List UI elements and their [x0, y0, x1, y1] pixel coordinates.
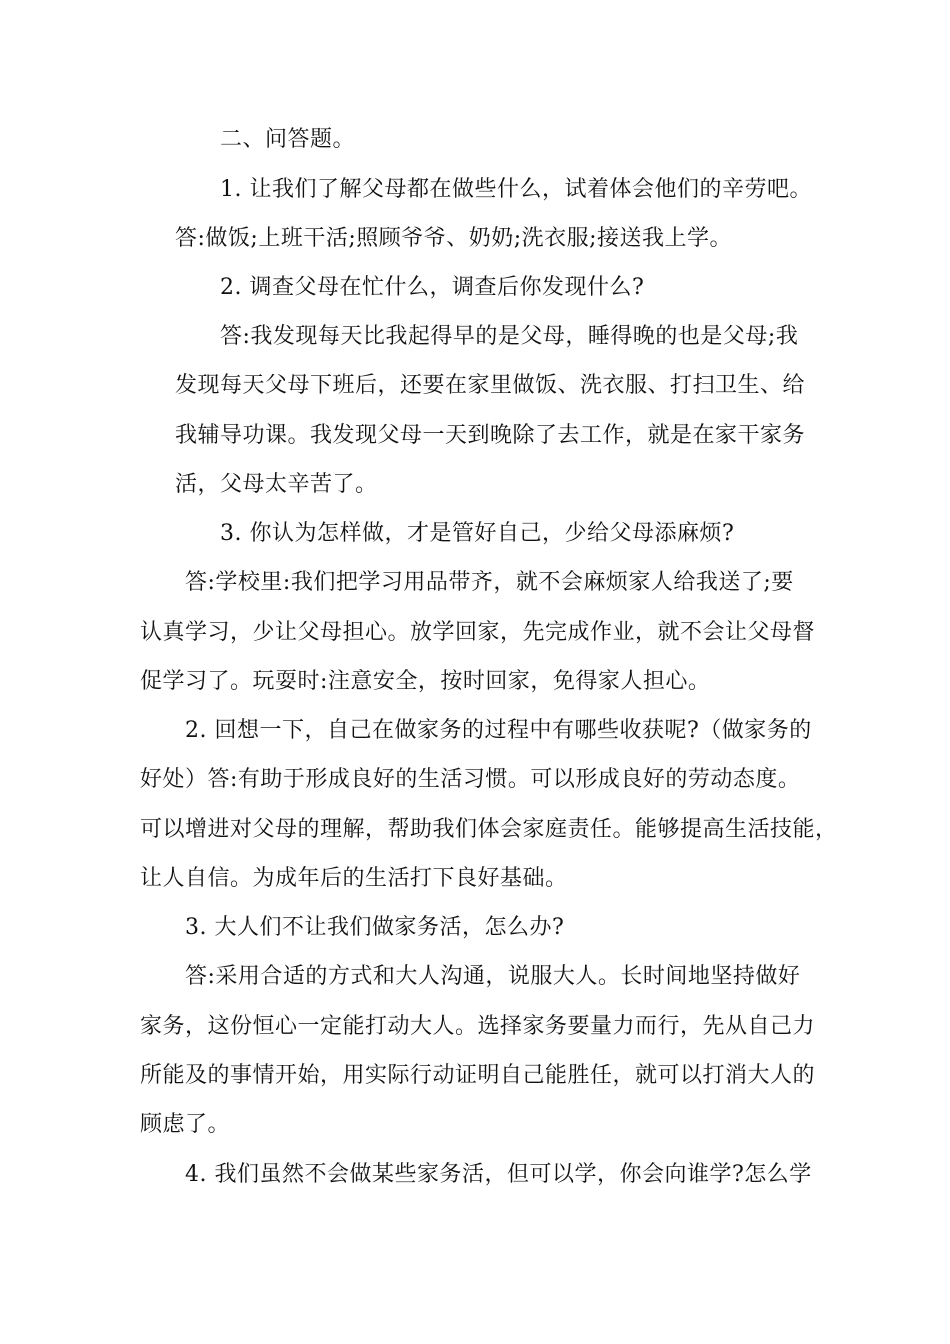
answer-2-line-4: 活，父母太辛苦了。 — [175, 472, 378, 497]
question-4: 4. 我们虽然不会做某些家务活，但可以学，你会向谁学?怎么学 — [185, 1162, 812, 1187]
answer-3-line-3: 促学习了。玩耍时:注意安全，按时回家，免得家人担心。 — [140, 669, 711, 694]
question-3b: 3. 大人们不让我们做家务活，怎么办? — [185, 915, 565, 940]
answer-2-line-2: 发现每天父母下班后，还要在家里做饭、洗衣服、打扫卫生、给 — [175, 373, 806, 398]
question-2b-line-2: 好处）答:有助于形成良好的生活习惯。可以形成良好的劳动态度。 — [140, 767, 801, 792]
answer-3-line-2: 认真学习，少让父母担心。放学回家，先完成作业，就不会让父母督 — [140, 620, 816, 645]
question-2b-line-3: 可以增进对父母的理解，帮助我们体会家庭责任。能够提高生活技能， — [140, 817, 838, 842]
question-2b-line-1: 2. 回想一下，自己在做家务的过程中有哪些收获呢?（做家务的 — [185, 718, 812, 743]
question-3: 3. 你认为怎样做，才是管好自己，少给父母添麻烦? — [220, 521, 735, 546]
question-1: 1. 让我们了解父母都在做些什么，试着体会他们的辛劳吧。 — [220, 177, 812, 202]
answer-3-line-1: 答:学校里:我们把学习用品带齐，就不会麻烦家人给我送了;要 — [185, 570, 794, 595]
answer-3b-line-1: 答:采用合适的方式和大人沟通，说服大人。长时间地坚持做好 — [185, 964, 801, 989]
section-heading: 二、问答题。 — [220, 127, 356, 152]
answer-3b-line-4: 顾虑了。 — [140, 1112, 231, 1137]
answer-3b-line-2: 家务，这份恒心一定能打动大人。选择家务要量力而行，先从自己力 — [140, 1014, 816, 1039]
answer-3b-line-3: 所能及的事情开始，用实际行动证明自己能胜任，就可以打消大人的 — [140, 1063, 816, 1088]
answer-2-line-3: 我辅导功课。我发现父母一天到晚除了去工作，就是在家干家务 — [175, 423, 806, 448]
question-2: 2. 调查父母在忙什么，调查后你发现什么? — [220, 275, 645, 300]
answer-2-line-1: 答:我发现每天比我起得早的是父母，睡得晚的也是父母;我 — [220, 324, 799, 349]
question-2b-line-4: 让人自信。为成年后的生活打下良好基础。 — [140, 866, 568, 891]
answer-1: 答:做饭;上班干活;照顾爷爷、奶奶;洗衣服;接送我上学。 — [175, 226, 733, 251]
